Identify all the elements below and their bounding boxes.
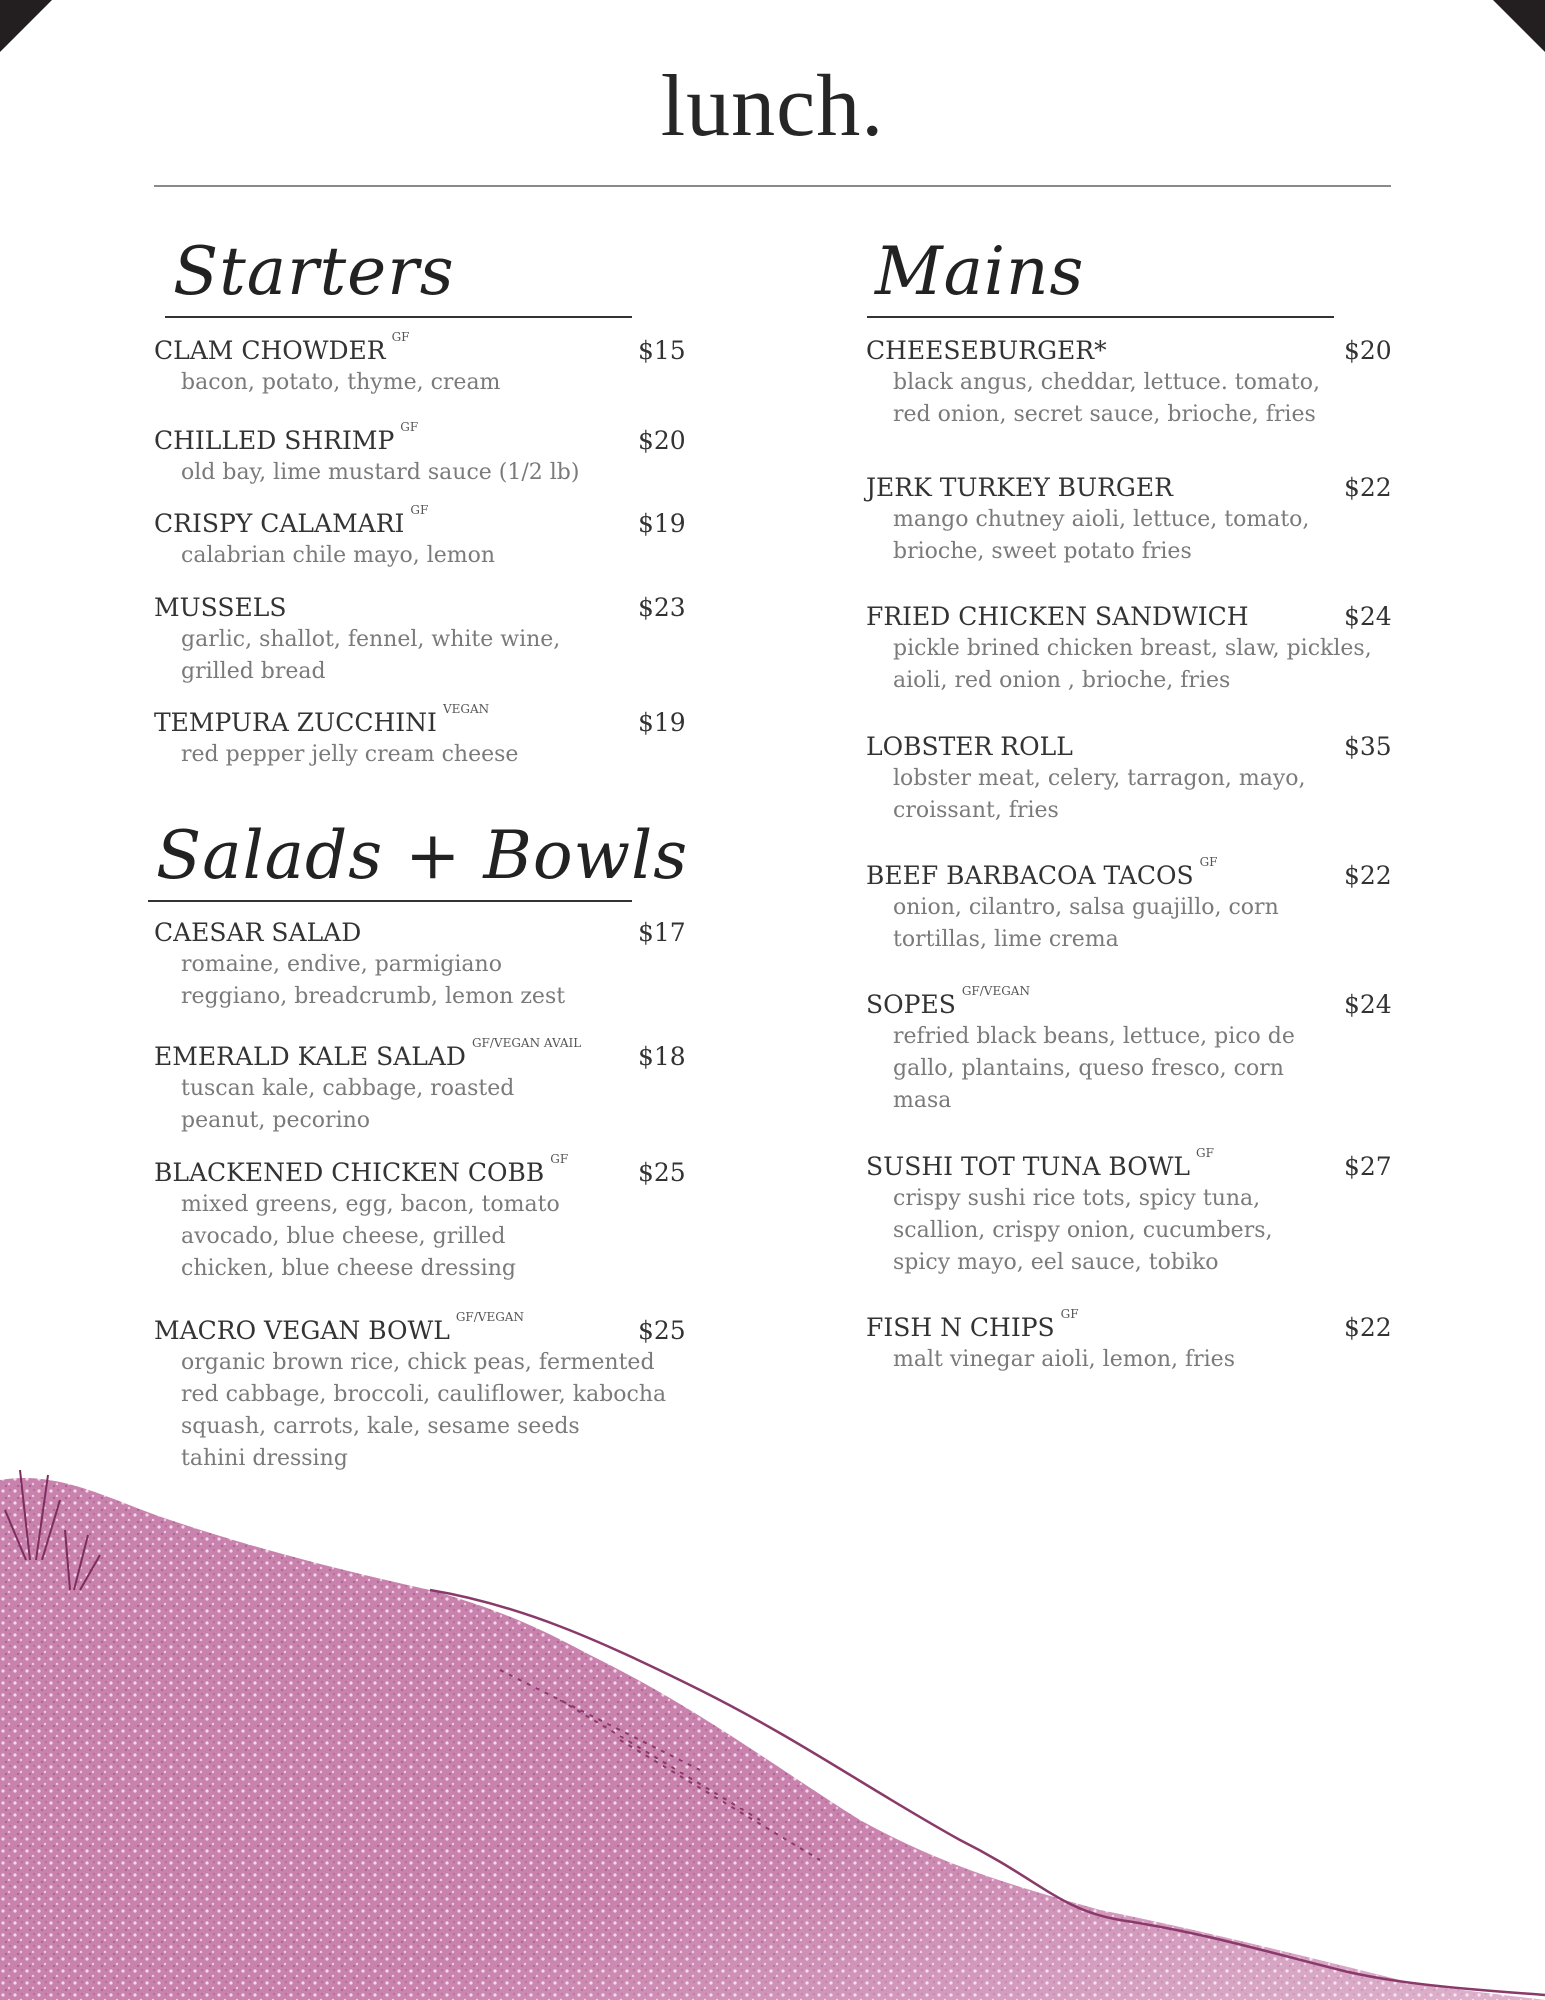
description-line: romaine, endive, parmigiano — [181, 952, 502, 977]
mains-heading — [867, 233, 1334, 318]
menu-item-sushi-tot-tuna-bowl — [866, 1146, 1404, 1279]
item-price: $25 — [638, 1316, 686, 1345]
description-line: masa — [893, 1088, 952, 1113]
item-description — [866, 1183, 1404, 1279]
description-line: old bay, lime mustard sauce (1/2 lb) — [181, 460, 580, 485]
description-line: tortillas, lime crema — [893, 927, 1119, 952]
item-name: BLACKENED CHICKEN COBB — [154, 1158, 545, 1187]
item-price: $24 — [1344, 602, 1392, 631]
dietary-tag: GF — [1196, 1146, 1214, 1160]
menu-item-cheeseburger — [866, 336, 1404, 431]
item-name: MACRO VEGAN BOWL — [154, 1316, 450, 1345]
item-price: $20 — [1344, 336, 1392, 365]
starters-heading — [165, 233, 632, 318]
menu-item-tempura-zucchini — [154, 702, 698, 771]
item-name: FRIED CHICKEN SANDWICH — [866, 602, 1249, 631]
menu-item-lobster-roll — [866, 732, 1404, 827]
salads-heading-text: Salads + Bowls — [156, 817, 689, 894]
description-line: gallo, plantains, queso fresco, corn — [893, 1056, 1284, 1081]
dietary-tag: GF/VEGAN — [455, 1310, 524, 1324]
item-description — [866, 633, 1404, 697]
description-line: onion, cilantro, salsa guajillo, corn — [893, 895, 1279, 920]
item-price: $27 — [1344, 1152, 1392, 1181]
item-name-line — [154, 702, 698, 737]
description-line: lobster meat, celery, tarragon, mayo, — [893, 766, 1306, 791]
item-description — [154, 540, 698, 572]
item-name-line — [154, 1036, 698, 1071]
menu-item-clam-chowder — [154, 330, 698, 399]
item-price: $22 — [1344, 861, 1392, 890]
item-name-line — [866, 473, 1404, 502]
page-title: lunch. — [660, 58, 885, 155]
item-name-line — [866, 855, 1404, 890]
description-line: black angus, cheddar, lettuce. tomato, — [893, 370, 1320, 395]
item-name-line — [866, 602, 1404, 631]
item-price: $23 — [638, 593, 686, 622]
description-line: mango chutney aioli, lettuce, tomato, — [893, 507, 1310, 532]
dietary-tag: GF — [400, 420, 419, 434]
description-line: avocado, blue cheese, grilled — [181, 1224, 506, 1249]
description-line: squash, carrots, kale, sesame seeds — [181, 1414, 580, 1439]
item-description — [866, 504, 1404, 568]
item-description — [154, 1189, 698, 1285]
item-name: BEEF BARBACOA TACOS — [866, 861, 1194, 890]
description-line: peanut, pecorino — [181, 1108, 371, 1133]
item-price: $19 — [638, 708, 686, 737]
item-name-line — [154, 1310, 698, 1345]
item-name-line — [154, 1152, 698, 1187]
item-price: $35 — [1344, 732, 1392, 761]
item-price: $22 — [1344, 1313, 1392, 1342]
description-line: aioli, red onion , brioche, fries — [893, 668, 1231, 693]
menu-item-beef-barbacoa-tacos — [866, 855, 1404, 956]
item-price: $25 — [638, 1158, 686, 1187]
item-description — [866, 1021, 1404, 1117]
item-name: CLAM CHOWDER — [154, 336, 386, 365]
menu-item-fried-chicken-sandwich — [866, 602, 1404, 697]
item-description — [154, 457, 698, 489]
dietary-tag: GF — [550, 1152, 569, 1166]
description-line: reggiano, breadcrumb, lemon zest — [181, 984, 566, 1009]
description-line: red pepper jelly cream cheese — [181, 742, 519, 767]
item-name: LOBSTER ROLL — [866, 732, 1073, 761]
description-line: garlic, shallot, fennel, white wine, — [181, 627, 561, 652]
item-price: $18 — [638, 1042, 686, 1071]
item-name-line — [154, 420, 698, 455]
item-name: CHILLED SHRIMP — [154, 426, 395, 455]
item-description — [154, 1073, 698, 1137]
item-name: FISH N CHIPS — [866, 1313, 1055, 1342]
starters-heading-text: Starters — [173, 233, 455, 310]
item-name: CAESAR SALAD — [154, 918, 362, 947]
item-description — [154, 624, 698, 688]
item-name: JERK TURKEY BURGER — [866, 473, 1173, 502]
menu-item-crispy-calamari — [154, 503, 698, 572]
item-name: TEMPURA ZUCCHINI — [154, 708, 437, 737]
description-line: red onion, secret sauce, brioche, fries — [893, 402, 1316, 427]
description-line: red cabbage, broccoli, cauliflower, kabocha — [181, 1382, 667, 1407]
item-price: $17 — [638, 918, 686, 947]
item-name: SOPES — [866, 990, 956, 1019]
salads-heading — [148, 817, 689, 902]
mains-heading-text: Mains — [875, 233, 1085, 310]
item-name-line — [154, 918, 698, 947]
title-divider — [154, 185, 1391, 187]
description-line: tahini dressing — [181, 1446, 348, 1471]
description-line: refried black beans, lettuce, pico de — [893, 1024, 1295, 1049]
dietary-tag: GF — [1199, 855, 1218, 869]
dietary-tag: VEGAN — [442, 702, 490, 716]
description-line: pickle brined chicken breast, slaw, pickles, — [893, 636, 1372, 661]
menu-item-blackened-chicken-cobb — [154, 1152, 698, 1285]
description-line: croissant, fries — [893, 798, 1059, 823]
description-line: brioche, sweet potato fries — [893, 539, 1192, 564]
item-price: $15 — [638, 336, 686, 365]
item-name-line — [154, 503, 698, 538]
item-description — [154, 739, 698, 771]
description-line: scallion, crispy onion, cucumbers, — [893, 1218, 1273, 1243]
description-line: bacon, potato, thyme, cream — [181, 370, 501, 395]
description-line: grilled bread — [181, 659, 326, 684]
description-line: spicy mayo, eel sauce, tobiko — [893, 1250, 1219, 1275]
item-name: CHEESEBURGER* — [866, 336, 1107, 365]
dietary-tag: GF — [1060, 1307, 1079, 1321]
menu-item-sopes — [866, 984, 1404, 1117]
item-price: $20 — [638, 426, 686, 455]
description-line: tuscan kale, cabbage, roasted — [181, 1076, 515, 1101]
item-description — [154, 367, 698, 399]
item-price: $22 — [1344, 473, 1392, 502]
description-line: crispy sushi rice tots, spicy tuna, — [893, 1186, 1261, 1211]
item-description — [154, 949, 698, 1013]
description-line: calabrian chile mayo, lemon — [181, 543, 496, 568]
item-description — [866, 763, 1404, 827]
menu-item-emerald-kale-salad — [154, 1036, 698, 1137]
item-name-line — [154, 330, 698, 365]
item-name: SUSHI TOT TUNA BOWL — [866, 1152, 1190, 1181]
menu-item-chilled-shrimp — [154, 420, 698, 489]
item-name-line — [866, 336, 1404, 365]
description-line: organic brown rice, chick peas, fermented — [181, 1350, 655, 1375]
item-name: MUSSELS — [154, 593, 287, 622]
item-description — [866, 1344, 1404, 1376]
item-name: CRISPY CALAMARI — [154, 509, 405, 538]
menu-item-caesar-salad — [154, 918, 698, 1013]
dietary-tag: GF/VEGAN — [961, 984, 1030, 998]
dietary-tag: GF — [391, 330, 410, 344]
item-description — [866, 367, 1404, 431]
item-name-line — [154, 593, 698, 622]
dietary-tag: GF — [410, 503, 429, 517]
description-line: mixed greens, egg, bacon, tomato — [181, 1192, 560, 1217]
dietary-tag: GF/VEGAN AVAIL — [471, 1036, 582, 1050]
description-line: chicken, blue cheese dressing — [181, 1256, 516, 1281]
item-name-line — [866, 1307, 1404, 1342]
corner-decoration-left — [0, 0, 52, 52]
item-name-line — [866, 984, 1404, 1019]
item-description — [866, 892, 1404, 956]
item-price: $24 — [1344, 990, 1392, 1019]
item-name-line — [866, 732, 1404, 761]
item-name-line — [866, 1146, 1404, 1181]
item-price: $19 — [638, 509, 686, 538]
menu-item-fish-n-chips — [866, 1307, 1404, 1376]
item-name: EMERALD KALE SALAD — [154, 1042, 466, 1071]
corner-decoration-right — [1493, 0, 1545, 52]
menu-item-mussels — [154, 593, 698, 688]
dune-illustration — [0, 1440, 1545, 2000]
description-line: malt vinegar aioli, lemon, fries — [893, 1347, 1235, 1372]
menu-item-jerk-turkey-burger — [866, 473, 1404, 568]
